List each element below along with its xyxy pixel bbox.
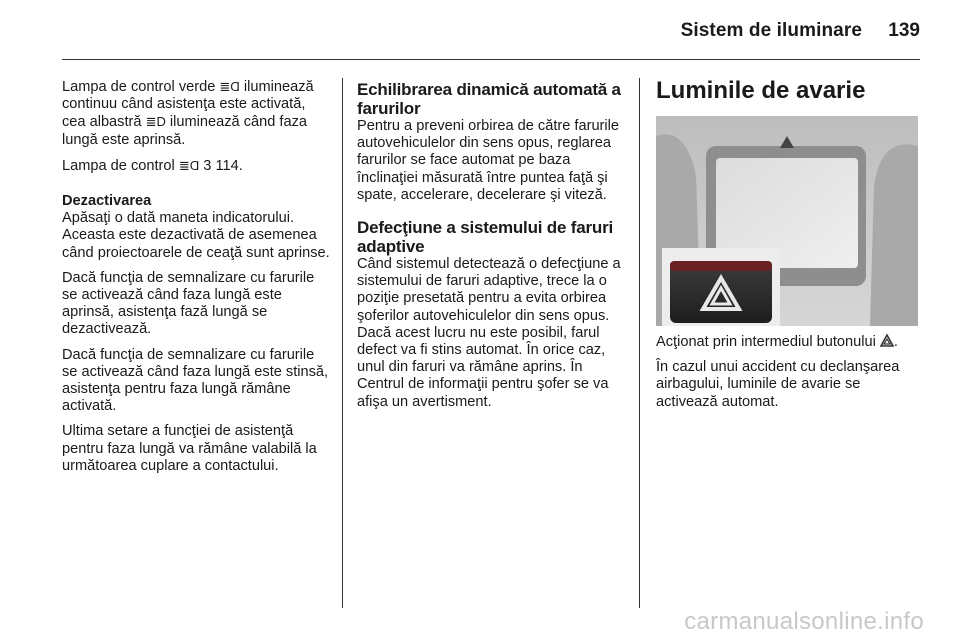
column-divider-2 <box>639 78 640 608</box>
column-middle <box>357 80 623 419</box>
page-number: 139 <box>888 20 920 41</box>
high-beam-assist-icon: ≣Ɑ <box>219 79 240 94</box>
high-beam-icon: ≣D <box>145 114 166 130</box>
paragraph: Dacă funcţia de semnalizare cu farurile se activează când faza lungă este stinsă, asistenţa pentru faza lungă rămâne activată. <box>62 346 329 415</box>
image-caption: Acţionat prin intermediul butonului . <box>656 334 898 350</box>
paragraph: În cazul unui accident cu declanşarea airbagului, luminile de avarie se activează automat. <box>656 359 900 410</box>
page-header <box>62 10 920 60</box>
column-left <box>62 78 330 483</box>
header-rule <box>62 59 920 60</box>
paragraph: Lampa de control ≣Ɑ 3 114. <box>62 157 243 174</box>
section-heading: Dezactivarea <box>62 193 152 210</box>
hazard-button-photo <box>656 116 918 326</box>
paragraph: Lampa de control verde ≣Ɑ iluminează continuu când asistenţa este activată, cea albastră ≣D iluminează când faza lungă este aprinsă. <box>62 79 314 148</box>
dashboard-illustration <box>656 116 918 326</box>
paragraph: Dacă funcţia de semnalizare cu farurile se activează când faza lungă este aprinsă, asistenţa fază lungă se dezactivează. <box>62 269 315 338</box>
section-heading: Echilibrarea dinamică automată a farurilor <box>357 80 621 118</box>
column-right <box>656 76 922 419</box>
paragraph: Apăsaţi o dată maneta indicatorului. Aceasta este dezactivată de asemenea când proiectoarele de ceaţă sunt aprinse. <box>62 210 330 261</box>
watermark: carmanualsonline.info <box>684 608 924 635</box>
paragraph: Pentru a preveni orbirea de către farurile autovehiculelor din sens opus, reglarea farurilor se face automat pe baza înclinaţiei măsurată între puntea faţă şi spate, accelerare, decelerare şi viteză. <box>357 118 620 203</box>
column-divider-1 <box>342 78 343 608</box>
paragraph: Ultima setare a funcţiei de asistenţă pentru faza lungă va rămâne valabilă la următoarea cuplare a contactului. <box>62 423 317 474</box>
paragraph: Când sistemul detectează o defecţiune a sistemului de faruri adaptive, trece la o poziţie presetată pentru a evita orbirea şoferilor autovehiculelor din sens opus. Dacă acest lucru nu este posibil, farul defect va fi stins automat. În orice caz, unul din faruri va rămâne aprins. În Centrul de informaţii pentru şofer se va afişa un avertisment. <box>357 256 621 410</box>
section-heading: Defecţiune a sistemului de faruri adaptive <box>357 218 614 257</box>
hazard-icon <box>880 334 894 347</box>
page-title: Sistem de iluminare <box>680 20 862 41</box>
page-reference: 3 114. <box>199 157 243 174</box>
high-beam-assist-icon: ≣Ɑ <box>178 157 200 173</box>
section-heading: Luminile de avarie <box>656 77 866 104</box>
